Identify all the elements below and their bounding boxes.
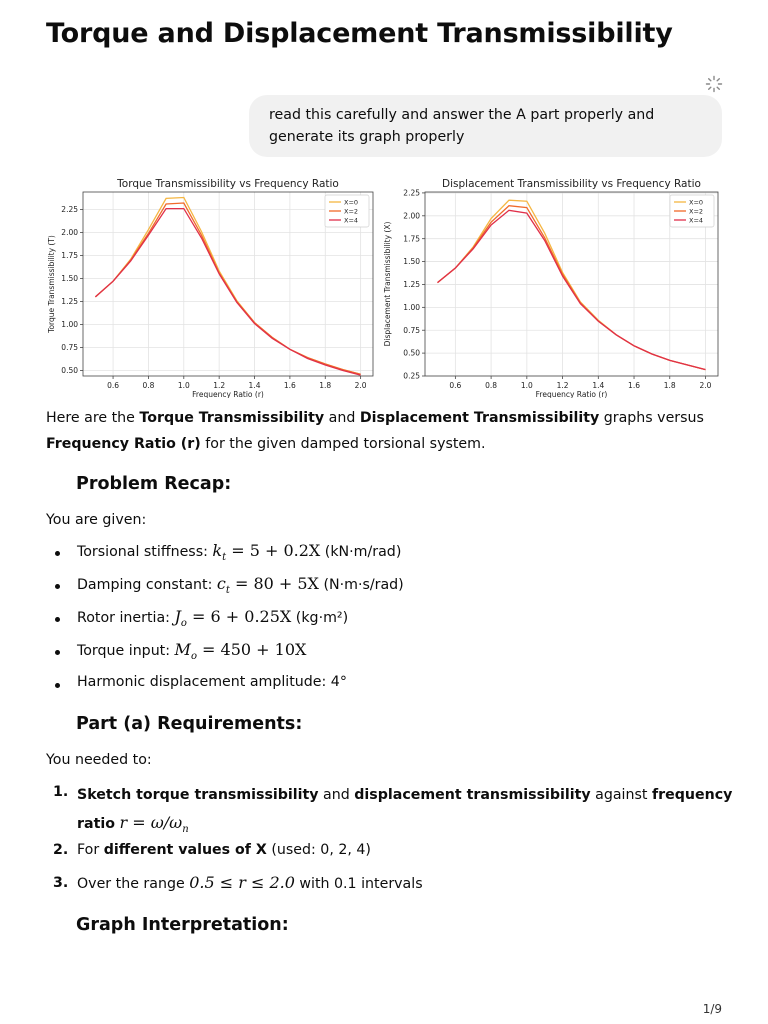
- y-tick-label: 0.75: [403, 325, 420, 335]
- x-tick-label: 2.0: [354, 381, 367, 390]
- legend-label: X=2: [344, 207, 359, 216]
- recap-item-damping: Damping constant: $c_t = 80 + 5X$ (N·m·s/rad): [77, 574, 404, 597]
- recap-item-amplitude: Harmonic displacement amplitude: 4°: [77, 674, 347, 690]
- loading-spinner-icon: [705, 75, 723, 93]
- intro-paragraph: Here are the Torque Transmissibility and Displacement Transmissibility graphs versus Frequency Ratio (r) for the given damped torsional system.: [46, 410, 704, 452]
- page-title: Torque and Displacement Transmissibility: [46, 18, 673, 49]
- torque-transmissibility-chart: [46, 170, 384, 398]
- y-tick-label: 1.50: [403, 257, 420, 267]
- y-tick-label: 1.00: [61, 320, 78, 330]
- list-number: 2.: [53, 842, 69, 858]
- requirements-heading: Part (a) Requirements:: [76, 714, 303, 734]
- chart-title: Torque Transmissibility vs Frequency Ratio: [117, 178, 339, 190]
- requirement-item-1: Sketch torque transmissibility and displacement transmissibility against frequency ratio $r = \omega/\omega_n$: [77, 787, 733, 836]
- list-number: 1.: [53, 784, 69, 800]
- series-line-X=4: [438, 210, 706, 369]
- x-tick-label: 1.4: [248, 381, 261, 390]
- y-tick-label: 1.25: [403, 280, 420, 290]
- recap-lead: You are given:: [46, 512, 147, 528]
- x-tick-label: 1.8: [319, 381, 332, 390]
- user-message-line1: read this carefully and answer the A part properly and: [269, 107, 655, 123]
- problem-recap-heading: Problem Recap:: [76, 474, 232, 494]
- bullet-dot: [55, 584, 60, 589]
- y-axis-label: Displacement Transmissibility (X): [383, 221, 392, 347]
- user-message-bubble: [249, 95, 722, 157]
- recap-item-torque: Torque input: $M_o = 450 + 10X$: [77, 640, 307, 663]
- x-tick-label: 1.6: [283, 381, 296, 390]
- y-tick-label: 0.50: [61, 366, 78, 376]
- list-number: 3.: [53, 875, 69, 891]
- y-tick-label: 1.75: [61, 251, 78, 261]
- y-tick-label: 0.25: [403, 371, 420, 381]
- y-tick-label: 0.75: [61, 343, 78, 353]
- x-tick-label: 1.2: [213, 381, 226, 390]
- chart-title: Displacement Transmissibility vs Frequency Ratio: [442, 178, 701, 190]
- bullet-dot: [55, 650, 60, 655]
- x-tick-label: 0.6: [107, 381, 120, 390]
- legend-label: X=0: [689, 198, 704, 207]
- legend-label: X=4: [344, 216, 359, 225]
- x-tick-label: 1.8: [663, 381, 676, 390]
- x-tick-label: 1.0: [520, 381, 533, 390]
- requirement-item-3: Over the range 0.5 ≤ r ≤ 2.0 with 0.1 intervals: [77, 873, 423, 892]
- legend-label: X=2: [689, 207, 704, 216]
- recap-item-inertia: Rotor inertia: $J_o = 6 + 0.25X$ (kg·m²): [77, 607, 349, 630]
- y-tick-label: 1.25: [61, 297, 78, 307]
- x-tick-label: 0.8: [485, 381, 498, 390]
- x-tick-label: 1.4: [592, 381, 605, 390]
- x-axis-label: Frequency Ratio (r): [535, 390, 608, 398]
- legend-label: X=4: [689, 216, 704, 225]
- y-tick-label: 0.50: [403, 348, 420, 358]
- y-tick-label: 2.00: [61, 228, 78, 238]
- x-tick-label: 2.0: [699, 381, 712, 390]
- x-tick-label: 0.6: [449, 381, 462, 390]
- y-tick-label: 1.75: [403, 234, 420, 244]
- y-tick-label: 1.00: [403, 302, 420, 312]
- bullet-dot: [55, 617, 60, 622]
- displacement-transmissibility-chart: [382, 170, 722, 398]
- x-axis-label: Frequency Ratio (r): [192, 390, 264, 398]
- x-tick-label: 0.8: [142, 381, 155, 390]
- x-tick-label: 1.0: [177, 381, 190, 390]
- graph-interpretation-heading: Graph Interpretation:: [76, 915, 289, 935]
- y-axis-label: Torque Transmissibility (T): [47, 235, 56, 333]
- series-line-X=2: [438, 206, 706, 370]
- bullet-dot: [55, 551, 60, 556]
- series-line-X=4: [95, 209, 360, 376]
- bullet-dot: [55, 683, 60, 688]
- page-number: 1/9: [702, 1002, 722, 1016]
- series-line-X=0: [438, 200, 706, 369]
- y-tick-label: 2.25: [61, 205, 78, 215]
- x-tick-label: 1.2: [556, 381, 569, 390]
- y-tick-label: 1.50: [61, 274, 78, 284]
- legend-label: X=0: [344, 198, 359, 207]
- y-tick-label: 2.25: [403, 188, 420, 198]
- requirement-item-2: For different values of X (used: 0, 2, 4): [77, 842, 371, 858]
- user-message-line2: generate its graph properly: [269, 129, 465, 145]
- y-tick-label: 2.00: [403, 211, 420, 221]
- x-tick-label: 1.6: [628, 381, 640, 390]
- requirements-lead: You needed to:: [46, 752, 152, 768]
- recap-item-stiffness: Torsional stiffness: $k_t = 5 + 0.2X$ (kN·m/rad): [77, 541, 402, 564]
